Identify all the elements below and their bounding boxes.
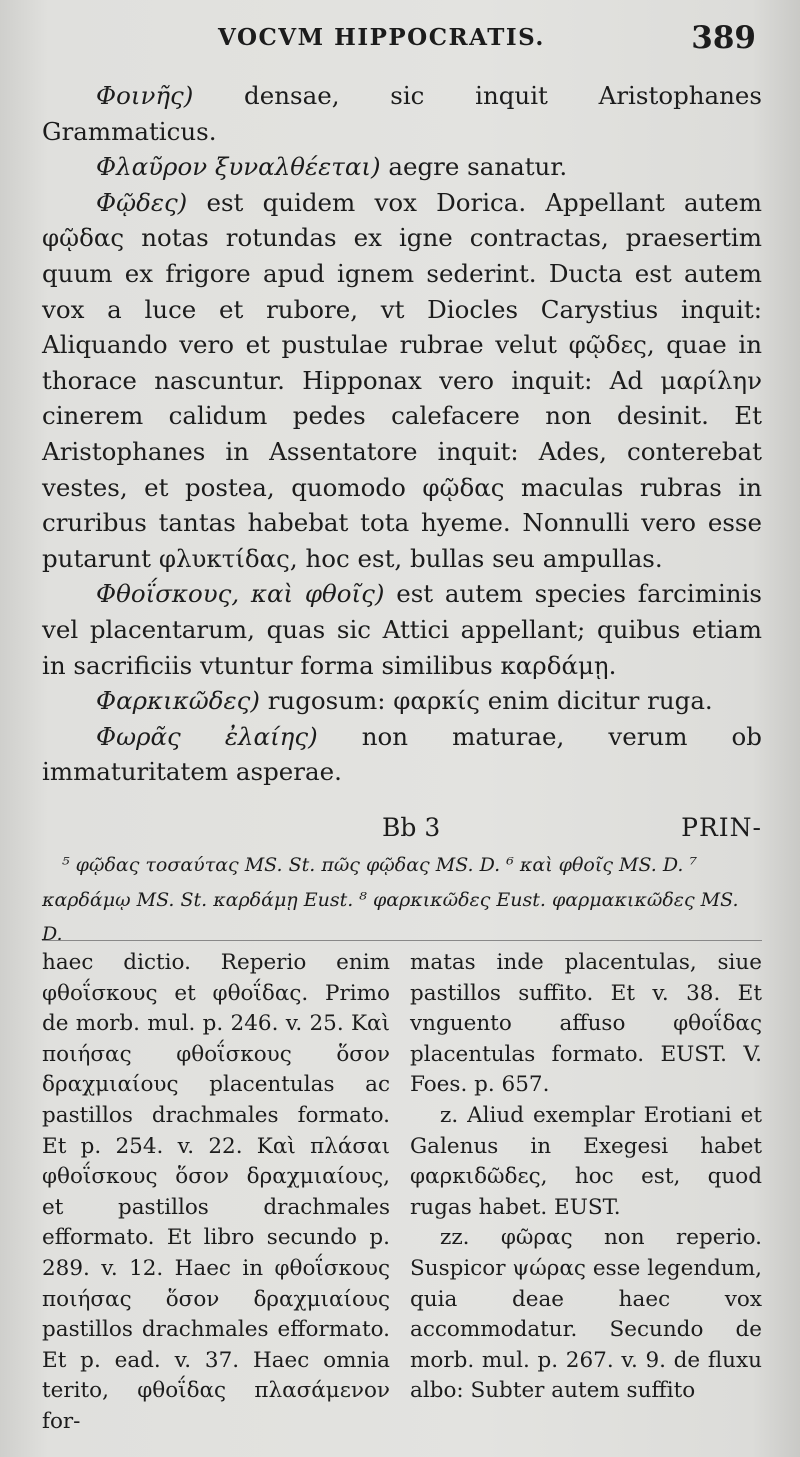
entry-phlauron [42, 149, 762, 185]
entry-gloss: densae, sic inquit Aristophanes Grammaticus. [42, 81, 762, 146]
entry-lemma: Φλαῦρον ξυναλθέεται) [96, 152, 381, 182]
commentary-paragraph: z. Aliud exemplar Erotiani et Galenus in Exegesi habet φαρκιδῶδες, hoc est, quod rugas habet. EUST. [410, 1102, 762, 1220]
entry-gloss: rugosum: φαρκίς enim dicitur ruga. [259, 686, 713, 716]
entry-lemma: Φῷδες) [96, 187, 188, 217]
entry-gloss: aegre sanatur. [380, 152, 568, 182]
commentary-left-column [42, 948, 390, 1438]
divider [42, 940, 762, 941]
footnotes [42, 848, 762, 952]
running-head [0, 22, 800, 58]
entry-pharkikodes [42, 683, 762, 719]
entry-lemma: Φοινῆς) [96, 81, 194, 110]
entry-gloss: non maturae, verum ob immaturitatem asperae. [42, 721, 762, 787]
entry-gloss: est quidem vox Dorica. Appellant autem φῷδας notas rotundas ex igne contractas, praesertim quum ex frigore apud ignem sederint. Ducta est autem vox a luce et rubore, vt Diocles Carystius inquit: Aliquando vero et pustulae rubrae velut φῷδες, quae in thorace nascuntur. Hipponax vero inquit: Ad μαρίλην cinerem calidum pedes calefacere non desinit. Et Aristophanes in Assentatore inquit: Ades, conterebat vestes, et postea, quomodo φῷδας maculas rubras in cruribus tantas habebat tota hyeme. Nonnulli vero esse putarunt φλυκτίδας, hoc est, bullas seu ampullas. [42, 187, 762, 573]
signature-mark: Bb 3 [382, 813, 441, 842]
footnote-text: ⁵ φῷδας τοσαύτας MS. St. πῶς φῷδας MS. D. ⁶ καὶ φθοῖς MS. D. ⁷ καρδάμῳ MS. St. καρδάμῃ Eust. ⁸ φαρκικῶδες Eust. φαρμακικῶδες MS. D. [42, 854, 739, 945]
entry-lemma: Φαρκικῶδες) [96, 686, 260, 716]
entry-phoinis [42, 78, 762, 149]
entry-gloss: est autem species farciminis vel placentarum, quas sic Attici appellant; quibus etiam in sacrificiis vtuntur forma similibus καρδάμῃ. [42, 579, 762, 680]
entry-phthoiskous [42, 576, 762, 683]
catchword: PRIN- [681, 813, 762, 842]
main-text [42, 78, 762, 790]
page-number: 389 [691, 20, 756, 56]
entry-phoras [42, 719, 762, 790]
signature-row [42, 813, 762, 847]
commentary-right-column [410, 948, 762, 1407]
commentary-paragraph: zz. φῶρας non reperio. Suspicor ψώρας esse legendum, quia deae haec vox accommodatur. Secundo de morb. mul. p. 267. v. 9. de fluxu albo: Subter autem suffito [410, 1225, 762, 1404]
commentary-paragraph: haec dictio. Reperio enim φθοΐσκους et φθοΐδας. Primo de morb. mul. p. 246. v. 25. Καὶ ποιήσας φθοΐσκους ὅσον δραχμιαίους placentulas ac pastillos drachmales formato. Et p. 254. v. 22. Καὶ πλάσαι φθοΐσκους ὅσον δραχμιαίους, et pastillos drachmales efformato. Et libro secundo p. 289. v. 12. Haec in φθοΐσκους ποιήσας ὅσον δραχμιαίους pastillos drachmales efformato. Et p. ead. v. 37. Haec omnia terito, φθοΐδας πλασάμενον for- [42, 950, 390, 1434]
entry-lemma: Φθοΐσκους, καὶ φθοῖς) [96, 579, 385, 609]
commentary-paragraph: matas inde placentulas, siue pastillos suffito. Et v. 38. Et vnguento affuso φθοΐδας placentulas formato. EUST. V. Foes. p. 657. [410, 950, 762, 1098]
entry-phodes [42, 185, 762, 577]
entry-lemma: Φωρᾶς ἐλαίης) [96, 721, 318, 751]
running-title: VOCVM HIPPOCRATIS. [218, 24, 545, 51]
